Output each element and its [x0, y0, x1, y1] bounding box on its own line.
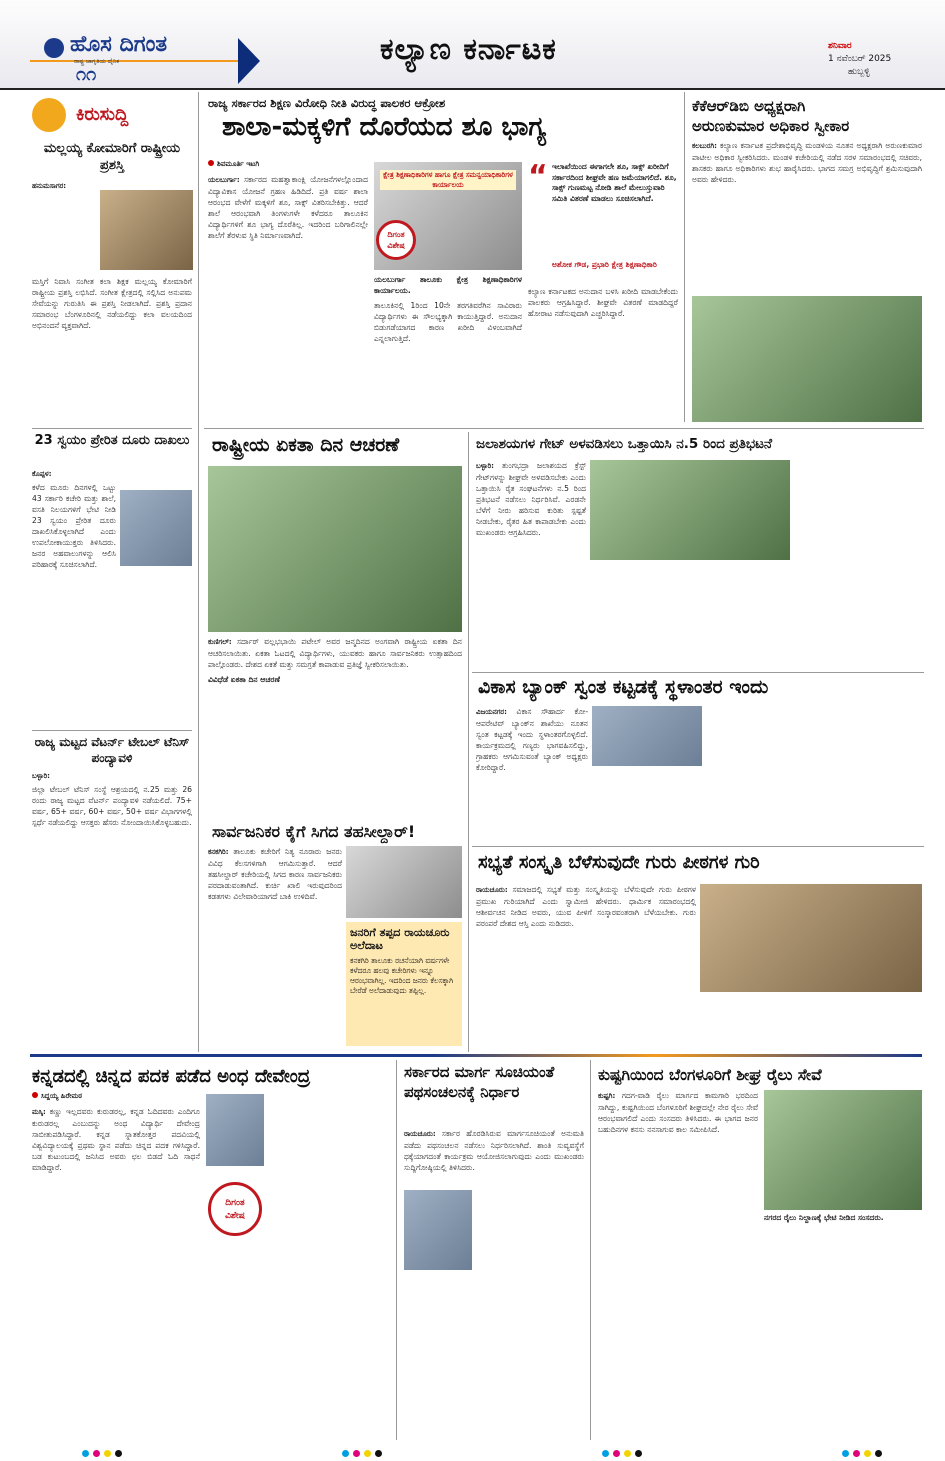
- route-dateline: ರಾಯಚೂರು:: [404, 1130, 436, 1138]
- lead-body: [208, 174, 368, 424]
- magenta-dot-icon: [853, 1450, 860, 1457]
- tahsildar-body: [208, 846, 342, 1046]
- route-body: [404, 1128, 584, 1436]
- quote-author: ಅಶೋಕ ಗೌಡ, ಪ್ರಭಾರಿ ಕ್ಷೇತ್ರ ಶಿಕ್ಷಣಾಧಿಕಾರಿ: [552, 260, 657, 269]
- bullet-icon: [208, 160, 214, 166]
- tahsildar-dateline: ಕನಕಗಿರಿ:: [208, 848, 229, 856]
- cyan-dot-icon: [842, 1450, 849, 1457]
- news-dateline: ಕೊಪ್ಪಳ:: [32, 470, 52, 478]
- dam-body: [476, 460, 586, 668]
- badge-line-2: ವಿಶೇಷ: [387, 241, 405, 250]
- masthead-chevron-icon: [238, 38, 260, 84]
- vikas-body-cont: [592, 770, 702, 840]
- badge-line-1: ದಿಗಂತ: [387, 230, 405, 239]
- news-dateline: ಬಳ್ಳಾರಿ:: [32, 772, 50, 780]
- tahsildar-body-text: ತಾಲೂಕು ಕಚೇರಿಗೆ ನಿತ್ಯ ನೂರಾರು ಜನರು ವಿವಿಧ ಕೆಲಸಗಳಿಗಾಗಿ ಆಗಮಿಸುತ್ತಾರೆ. ಆದರೆ ತಹಸೀಲ್ದಾರ್ ಕಚೇರಿಯಲ್ಲಿ ಸಿಗದ ಕಾರಣ ಸಾರ್ವಜನಿಕರು ಪರದಾಡುವಂತಾಗಿದೆ. ಕುರ್ಚಿ ಖಾಲಿ ಇರುವುದರಿಂದ ಕಡತಗಳು ವಿಲೇವಾರಿಯಾಗದೆ ಬಾಕಿ ಉಳಿದಿವೆ.: [208, 847, 342, 901]
- issue-city: ಹುಬ್ಬಳ್ಳಿ: [848, 67, 870, 77]
- news-headline: 23 ಸ್ವಯಂ ಪ್ರೇರಿತ ದೂರು ದಾಖಲು: [34, 433, 190, 448]
- news-body-text: ಮಸ್ತಿಗೆ ನಿವಾಸಿ ಸಂಗೀತ ಕಲಾ ಶಿಕ್ಷಕ ಮಲ್ಲಯ್ಯ ಕೋಮಾರಿಗೆ ರಾಷ್ಟ್ರೀಯ ಪ್ರಶಸ್ತಿ ಲಭಿಸಿದೆ. ಸಂಗೀತ ಕ್ಷೇತ್ರದಲ್ಲಿ ಸಲ್ಲಿಸಿದ ಅನುಪಮ ಸೇವೆಯನ್ನು ಗುರುತಿಸಿ ಈ ಪ್ರಶಸ್ತಿ ನೀಡಲಾಗಿದೆ. ಪ್ರಶಸ್ತಿ ಪ್ರದಾನ ಸಮಾರಂಭ ಬೆಂಗಳೂರಿನಲ್ಲಿ ನಡೆಯಲಿದ್ದು ಕಲಾ ವಲಯದಿಂದ ಅಭಿನಂದನೆ ವ್ಯಕ್ತವಾಗಿದೆ.: [32, 277, 192, 330]
- dam-side-column: [794, 460, 922, 668]
- tahsildar-box-title: ಜನರಿಗೆ ತಪ್ಪದ ರಾಯಚೂರು ಅಲೆದಾಟ: [350, 926, 450, 952]
- lead-kicker: ರಾಜ್ಯ ಸರ್ಕಾರದ ಶಿಕ್ಷಣ ವಿರೋಧಿ ನೀತಿ ವಿರುದ್ಧ ಪಾಲಕರ ಆಕ್ರೋಶ: [208, 96, 446, 110]
- logo-emblem-icon: [44, 38, 64, 58]
- unity-dateline: ಕುಣಿಗಲ್:: [208, 638, 232, 646]
- news-headline: ಮಲ್ಲಯ್ಯ ಕೋಮಾರಿಗೆ ರಾಷ್ಟ್ರೀಯ ಪ್ರಶಸ್ತಿ: [43, 141, 181, 173]
- kkrdb-body: [692, 140, 922, 290]
- unity-caption: ವಿವಿಧೆಡೆ ಏಕತಾ ದಿನ ಆಚರಣೆ: [208, 675, 280, 684]
- unity-photo: [208, 466, 462, 632]
- devendra-byline: [32, 1092, 82, 1101]
- route-headline: ಸರ್ಕಾರದ ಮಾರ್ಗ ಸೂಚಿಯಂತೆ ಪಥಸಂಚಲನಕ್ಕೆ ನಿರ್ಧಾರ: [404, 1063, 555, 1101]
- reporter-name: ಶಿವಮೂರ್ತಿ ಇಟಗಿ: [217, 160, 260, 168]
- yellow-dot-icon: [364, 1450, 371, 1457]
- issue-date: 1 ನವೆಂಬರ್ 2025: [828, 54, 892, 64]
- devendra-body-text: ಕಣ್ಣು ಇಲ್ಲದವರು ಕುರುಡರಲ್ಲ, ಕನ್ನಡ ಓದಿದವರು ಎಂದಿಗೂ ಕುರುಡರಲ್ಲ ಎಂಬುದನ್ನು ಅಂಧ ವಿದ್ಯಾರ್ಥಿ ದೇವೇಂದ್ರ ಸಾಬೀತುಪಡಿಸಿದ್ದಾರೆ. ಕನ್ನಡ ಸ್ನಾತಕೋತ್ತರ ಪದವಿಯಲ್ಲಿ ವಿಶ್ವವಿದ್ಯಾಲಯಕ್ಕೆ ಪ್ರಥಮ ಸ್ಥಾನ ಪಡೆದು ಚಿನ್ನದ ಪದಕ ಗಳಿಸಿದ್ದಾರೆ. ಬಡ ಕುಟುಂಬದಲ್ಲಿ ಜನಿಸಿದ ಅವರು ಛಲ ಬಿಡದೆ ಓದಿ ಸಾಧನೆ ಮಾಡಿದ್ದಾರೆ.: [32, 1107, 200, 1172]
- reporter-name: ಸಿದ್ದಯ್ಯ ಹಿರೇಮಠ: [41, 1092, 82, 1100]
- page-number: ೧೧: [76, 64, 97, 85]
- section-divider: [204, 428, 924, 429]
- train-body-text: ಗದಗ-ವಾಡಿ ರೈಲು ಮಾರ್ಗದ ಕಾಮಗಾರಿ ಭರದಿಂದ ಸಾಗಿದ್ದು, ಕುಷ್ಟಗಿಯಿಂದ ಬೆಂಗಳೂರಿಗೆ ಶೀಘ್ರದಲ್ಲೇ ನೇರ ರೈಲು ಸೇವೆ ಆರಂಭವಾಗಲಿದೆ ಎಂದು ಸಂಸದರು ತಿಳಿಸಿದರು. ಈ ಭಾಗದ ಜನರ ಬಹುದಿನಗಳ ಕನಸು ನನಸಾಗುವ ಕಾಲ ಸಮೀಪಿಸಿದೆ.: [598, 1091, 758, 1134]
- black-dot-icon: [875, 1450, 882, 1457]
- office-sign: ಕ್ಷೇತ್ರ ಶಿಕ್ಷಣಾಧಿಕಾರಿಗಳ ಹಾಗೂ ಕ್ಷೇತ್ರ ಸಮನ್ವಯಾಧಿಕಾರಿಗಳ ಕಾರ್ಯಾಲಯ: [380, 170, 516, 190]
- badge-line-2: ವಿಶೇಷ: [225, 1211, 245, 1221]
- devendra-body-cont: [206, 1244, 264, 1436]
- magenta-dot-icon: [353, 1450, 360, 1457]
- tahsildar-box-body: ಕನಕಗಿರಿ ತಾಲೂಕು ರಚನೆಯಾಗಿ ವರ್ಷಗಳೇ ಕಳೆದರೂ ಹಲವು ಕಚೇರಿಗಳು ಇನ್ನೂ ಆರಂಭವಾಗಿಲ್ಲ. ಇದರಿಂದ ಜನರು ಕೆಲಸಕ್ಕಾಗಿ ಬೇರೆಡೆ ಅಲೆದಾಡುವುದು ತಪ್ಪಿಲ್ಲ.: [350, 956, 454, 995]
- cyan-dot-icon: [342, 1450, 349, 1457]
- dam-body-cont: [590, 564, 790, 668]
- yellow-dot-icon: [624, 1450, 631, 1457]
- section-divider: [472, 672, 924, 673]
- devendra-dateline: ಮಸ್ಕಿ:: [32, 1108, 46, 1116]
- news-headline: ರಾಜ್ಯ ಮಟ್ಟದ ವೆಟರ್ನ್ ಟೇಬಲ್ ಟೆನಿಸ್ ಪಂದ್ಯಾವಳಿ: [34, 735, 190, 765]
- divider: [32, 428, 192, 429]
- lead-dateline: ಯಲಬುರ್ಗಾ:: [208, 176, 240, 184]
- cyan-dot-icon: [82, 1450, 89, 1457]
- kirusuddi-header: [32, 96, 192, 136]
- lead-headline: ಶಾಲಾ-ಮಕ್ಕಳಿಗೆ ದೊರೆಯದ ಶೂ ಭಾಗ್ಯ: [222, 112, 547, 142]
- page-title: ಕಲ್ಯಾಣ ಕರ್ನಾಟಕ: [380, 32, 557, 67]
- lead-body-text: ಕಲ್ಯಾಣ ಕರ್ನಾಟಕದ ಅನುದಾನ ಬಳಸಿ ಖರೀದಿ ಮಾಡಬೇಕೆಂದು ಪಾಲಕರು ಆಗ್ರಹಿಸಿದ್ದಾರೆ. ಶೀಘ್ರವೇ ವಿತರಣೆ ಮಾಡದಿದ್ದರೆ ಹೋರಾಟ ನಡೆಸುವುದಾಗಿ ಎಚ್ಚರಿಸಿದ್ದಾರೆ.: [528, 287, 678, 318]
- quote-mark-icon: “: [528, 159, 548, 194]
- black-dot-icon: [635, 1450, 642, 1457]
- news-body: [32, 180, 96, 270]
- logo: [34, 34, 234, 86]
- dam-headline: ಜಲಾಶಯಗಳ ಗೇಟ್ ಅಳವಡಿಸಲು ಒತ್ತಾಯಿಸಿ ನ.5 ರಿಂದ ಪ್ರತಿಭಟನೆ: [476, 436, 772, 452]
- vikas-side-column: [708, 706, 922, 840]
- tahsildar-box: [346, 922, 462, 1046]
- column-rule: [468, 432, 469, 1052]
- yellow-dot-icon: [864, 1450, 871, 1457]
- devendra-headline: ಕನ್ನಡದಲ್ಲಿ ಚಿನ್ನದ ಪದಕ ಪಡೆದ ಅಂಧ ದೇವೇಂದ್ರ: [32, 1066, 311, 1087]
- kkrdb-headline-line-2: ಅರುಣಕುಮಾರ ಅಧಿಕಾರ ಸ್ವೀಕಾರ: [692, 117, 850, 135]
- culture-body: [476, 884, 696, 1048]
- cyan-dot-icon: [602, 1450, 609, 1457]
- kkrdb-photo: [692, 296, 922, 422]
- kirusuddi-label: ಕಿರುಸುದ್ದಿ: [76, 104, 129, 125]
- news-dateline: ಹನುಮಸಾಗರ:: [32, 182, 67, 190]
- route-leader-photo: [404, 1190, 472, 1270]
- issue-day: ಶನಿವಾರ: [828, 41, 852, 51]
- culture-dateline: ರಾಯಚೂರು:: [476, 886, 508, 894]
- officer-photo: [120, 490, 192, 566]
- train-photo-caption: ನಗರದ ರೈಲು ನಿಲ್ದಾಣಕ್ಕೆ ಭೇಟಿ ನೀಡಿದ ಸಂಸದರು.: [764, 1213, 884, 1222]
- culture-body-text: ಸಮಾಜದಲ್ಲಿ ಸಭ್ಯತೆ ಮತ್ತು ಸಂಸ್ಕೃತಿಯನ್ನು ಬೆಳೆಸುವುದೇ ಗುರು ಪೀಠಗಳ ಪ್ರಮುಖ ಗುರಿಯಾಗಿದೆ ಎಂದು ಸ್ವಾಮೀಜಿ ಹೇಳಿದರು. ಧಾರ್ಮಿಕ ಸಮಾರಂಭದಲ್ಲಿ ಆಶೀರ್ವಚನ ನೀಡಿದ ಅವರು, ಯುವ ಪೀಳಿಗೆ ಸಂಸ್ಕಾರವಂತರಾಗಿ ಬೆಳೆಯಬೇಕು. ಗುರು ಪರಂಪರೆ ದೇಶದ ಆಸ್ತಿ ಎಂದು ನುಡಿದರು.: [476, 885, 696, 928]
- swamiji-photo: [700, 884, 922, 992]
- train-body-cont: [764, 1236, 922, 1436]
- magenta-dot-icon: [93, 1450, 100, 1457]
- section-divider: [472, 846, 924, 847]
- registration-marks: [80, 1442, 124, 1461]
- registration-marks: [840, 1442, 884, 1461]
- culture-side: [700, 996, 922, 1048]
- digantha-vishesha-badge: [376, 220, 416, 260]
- vikas-body-text: ವಿಕಾಸ ಸೌಹಾರ್ದ ಕೋ-ಆಪರೇಟಿವ್ ಬ್ಯಾಂಕ್‌ನ ಶಾಖೆಯು ನೂತನ ಸ್ವಂತ ಕಟ್ಟಡಕ್ಕೆ ಇಂದು ಸ್ಥಳಾಂತರಗೊಳ್ಳಲಿದೆ. ಕಾರ್ಯಕ್ರಮದಲ್ಲಿ ಗಣ್ಯರು ಭಾಗವಹಿಸಲಿದ್ದು, ಗ್ರಾಹಕರು ಆಗಮಿಸುವಂತೆ ಬ್ಯಾಂಕ್ ಅಧ್ಯಕ್ಷರು ಕೋರಿದ್ದಾರೆ.: [476, 707, 588, 772]
- yellow-dot-icon: [104, 1450, 111, 1457]
- dam-dateline: ಬಳ್ಳಾರಿ:: [476, 462, 494, 470]
- bullet-icon: [32, 1092, 38, 1098]
- digantha-vishesha-badge: [208, 1182, 262, 1236]
- empty-office-photo: [346, 846, 462, 918]
- dam-body-text: ತುಂಗಭದ್ರಾ ಜಲಾಶಯದ ಕ್ರೆಸ್ಟ್ ಗೇಟ್‌ಗಳನ್ನು ಶೀಘ್ರವೇ ಅಳವಡಿಸಬೇಕು ಎಂದು ಒತ್ತಾಯಿಸಿ ರೈತ ಸಂಘಟನೆಗಳು ನ.5 ರಿಂದ ಪ್ರತಿಭಟನೆ ನಡೆಸಲು ನಿರ್ಧರಿಸಿವೆ. ಎರಡನೇ ಬೆಳೆಗೆ ನೀರು ಹರಿಸುವ ಕುರಿತು ಸ್ಪಷ್ಟತೆ ನೀಡಬೇಕು, ರೈತರ ಹಿತ ಕಾಪಾಡಬೇಕು ಎಂದು ಮುಖಂಡರು ಆಗ್ರಹಿಸಿದರು.: [476, 461, 586, 537]
- magenta-dot-icon: [613, 1450, 620, 1457]
- hand-icon: [32, 98, 66, 132]
- news-body-text: ಕಳೆದ ಮೂರು ದಿನಗಳಲ್ಲಿ ಒಟ್ಟು 43 ಸರ್ಕಾರಿ ಕಚೇರಿ ಮತ್ತು ಶಾಲೆ, ವಸತಿ ನಿಲಯಗಳಿಗೆ ಭೇಟಿ ನೀಡಿ 23 ಸ್ವಯಂ ಪ್ರೇರಿತ ದೂರು ದಾಖಲಿಸಿಕೊಳ್ಳಲಾಗಿದೆ ಎಂದು ಉಪಲೋಕಾಯುಕ್ತರು ತಿಳಿಸಿದರು. ಜನರ ಅಹವಾಲುಗಳನ್ನು ಆಲಿಸಿ ಪರಿಹಾರಕ್ಕೆ ಸೂಚಿಸಲಾಗಿದೆ.: [32, 483, 116, 569]
- lead-body-text: ತಾಲೂಕಿನಲ್ಲಿ 1ರಿಂದ 10ನೇ ತರಗತಿವರೆಗಿನ ಸಾವಿರಾರು ವಿದ್ಯಾರ್ಥಿಗಳು ಈ ಸೌಲಭ್ಯಕ್ಕಾಗಿ ಕಾಯುತ್ತಿದ್ದಾರೆ. ಅನುದಾನ ಬಿಡುಗಡೆಯಾಗದ ಕಾರಣ ಖರೀದಿ ವಿಳಂಬವಾಗಿದೆ ಎನ್ನಲಾಗುತ್ತಿದೆ.: [374, 301, 522, 343]
- kkrdb-dateline: ಕಲಬುರಗಿ:: [692, 142, 717, 150]
- column-rule: [396, 1060, 397, 1440]
- unity-headline: ರಾಷ್ಟ್ರೀಯ ಏಕತಾ ದಿನ ಆಚರಣೆ: [212, 434, 400, 456]
- kkrdb-body-text: ಕಲ್ಯಾಣ ಕರ್ನಾಟಕ ಪ್ರದೇಶಾಭಿವೃದ್ಧಿ ಮಂಡಳಿಯ ನೂತನ ಅಧ್ಯಕ್ಷರಾಗಿ ಅರುಣಕುಮಾರ ಪಾಟೀಲ ಅಧಿಕಾರ ಸ್ವೀಕರಿಸಿದರು. ಮಂಡಳಿ ಕಚೇರಿಯಲ್ಲಿ ನಡೆದ ಸರಳ ಸಮಾರಂಭದಲ್ಲಿ ಸಚಿವರು, ಶಾಸಕರು ಹಾಗೂ ಅಧಿಕಾರಿಗಳು ಶುಭ ಹಾರೈಸಿದರು. ಭಾಗದ ಸಮಗ್ರ ಅಭಿವೃದ್ಧಿಗೆ ಶ್ರಮಿಸುವುದಾಗಿ ಅವರು ಹೇಳಿದರು.: [692, 141, 922, 184]
- train-photo: [764, 1090, 922, 1210]
- divider: [32, 730, 192, 731]
- paper-tagline: ರಾಷ್ಟ್ರ ಜಾಗೃತಿಯ ದೈನಿಕ: [74, 58, 120, 65]
- train-dateline: ಕುಷ್ಟಗಿ:: [598, 1092, 616, 1100]
- train-body: [598, 1090, 758, 1436]
- vikas-photo: [592, 706, 702, 766]
- culture-headline: ಸಭ್ಯತೆ ಸಂಸ್ಕೃತಿ ಬೆಳೆಸುವುದೇ ಗುರು ಪೀಠಗಳ ಗುರಿ: [478, 852, 760, 873]
- paper-name: ಹೊಸ ದಿಗಂತ: [70, 32, 168, 57]
- unity-body: [208, 636, 462, 812]
- lead-byline: [208, 160, 259, 169]
- lead-body-text: ಸರ್ಕಾರದ ಮಹತ್ವಾಕಾಂಕ್ಷಿ ಯೋಜನೆಗಳಲ್ಲೊಂದಾದ ವಿದ್ಯಾವಿಕಾಸ ಯೋಜನೆ ಗ್ರಹಣ ಹಿಡಿದಿದೆ. ಪ್ರತಿ ವರ್ಷ ಶಾಲಾ ಆರಂಭದ ವೇಳೆಗೆ ಮಕ್ಕಳಿಗೆ ಶೂ, ಸಾಕ್ಸ್ ವಿತರಿಸಬೇಕಿತ್ತು. ಆದರೆ ಶಾಲೆ ಆರಂಭವಾಗಿ ತಿಂಗಳುಗಳೇ ಕಳೆದರೂ ತಾಲೂಕಿನ ವಿದ್ಯಾರ್ಥಿಗಳಿಗೆ ಶೂ ಭಾಗ್ಯ ದೊರೆತಿಲ್ಲ. ಇದರಿಂದ ಬರಿಗಾಲಿನಲ್ಲೇ ಶಾಲೆಗೆ ತೆರಳುವ ಸ್ಥಿತಿ ನಿರ್ಮಾಣವಾಗಿದೆ.: [208, 175, 368, 240]
- devendra-side-column: [270, 1094, 390, 1436]
- kkrdb-headline-line-1: ಕೆಕೆಆರ್‌ಡಿಬಿ ಅಧ್ಯಕ್ಷರಾಗಿ: [692, 97, 806, 115]
- quote-box: [528, 159, 678, 282]
- registration-marks: [340, 1442, 384, 1461]
- column-rule: [590, 1060, 591, 1440]
- unity-body-text: ಸರ್ದಾರ್ ವಲ್ಲಭಭಾಯಿ ಪಟೇಲ್ ಅವರ ಜನ್ಮದಿನದ ಅಂಗವಾಗಿ ರಾಷ್ಟ್ರೀಯ ಏಕತಾ ದಿನ ಆಚರಿಸಲಾಯಿತು. ಏಕತಾ ಓಟದಲ್ಲಿ ವಿದ್ಯಾರ್ಥಿಗಳು, ಯುವಕರು ಹಾಗೂ ಸಾರ್ವಜನಿಕರು ಉತ್ಸಾಹದಿಂದ ಪಾಲ್ಗೊಂಡರು. ದೇಶದ ಏಕತೆ ಮತ್ತು ಸಮಗ್ರತೆ ಕಾಪಾಡುವ ಪ್ರತಿಜ್ಞೆ ಸ್ವೀಕರಿಸಲಾಯಿತು.: [208, 637, 462, 669]
- route-body-text: ಸರ್ಕಾರ ಹೊರಡಿಸಿರುವ ಮಾರ್ಗಸೂಚಿಯಂತೆ ಅನುಮತಿ ಪಡೆದು ಪಥಸಂಚಲನ ನಡೆಸಲು ನಿರ್ಧರಿಸಲಾಗಿದೆ. ಶಾಂತಿ ಸುವ್ಯವಸ್ಥೆಗೆ ಧಕ್ಕೆಯಾಗದಂತೆ ಕಾರ್ಯಕ್ರಮ ಆಯೋಜಿಸಲಾಗುವುದು ಎಂದು ಮುಖಂಡರು ಸುದ್ದಿಗೋಷ್ಠಿಯಲ್ಲಿ ತಿಳಿಸಿದರು.: [404, 1129, 584, 1172]
- dateline-box: [828, 40, 923, 79]
- black-dot-icon: [375, 1450, 382, 1457]
- bottom-accent-line: [30, 1054, 922, 1057]
- black-dot-icon: [115, 1450, 122, 1457]
- lead-photo-caption: ಯಲಬುರ್ಗಾ ತಾಲೂಕು ಕ್ಷೇತ್ರ ಶಿಕ್ಷಣಾಧಿಕಾರಿಗಳ ಕಾರ್ಯಾಲಯ.: [374, 275, 522, 295]
- devendra-body: [32, 1106, 200, 1436]
- badge-line-1: ದಿಗಂತ: [225, 1198, 245, 1208]
- news-body-text-cont: [32, 570, 192, 720]
- column-rule: [684, 92, 685, 422]
- news-body-text: ಜಿಲ್ಲಾ ಟೇಬಲ್ ಟೆನಿಸ್ ಸಂಸ್ಥೆ ಆಶ್ರಯದಲ್ಲಿ ನ.25 ಮತ್ತು 26 ರಂದು ರಾಜ್ಯ ಮಟ್ಟದ ವೆಟರ್ನ್ ಪಂದ್ಯಾವಳಿ ನಡೆಯಲಿದೆ. 75+ ವರ್ಷ, 65+ ವರ್ಷ, 60+ ವರ್ಷ, 50+ ವರ್ಷ ವಿಭಾಗಗಳಲ್ಲಿ ಸ್ಪರ್ಧೆ ನಡೆಯಲಿದ್ದು ಆಸಕ್ತರು ಹೆಸರು ನೋಂದಾಯಿಸಿಕೊಳ್ಳಬಹುದು.: [32, 785, 192, 827]
- column-rule: [198, 92, 199, 1052]
- vikas-body: [476, 706, 588, 840]
- vikas-headline: ವಿಕಾಸ ಬ್ಯಾಂಕ್ ಸ್ವಂತ ಕಟ್ಟಡಕ್ಕೆ ಸ್ಥಳಾಂತರ ಇಂದು: [478, 676, 769, 698]
- tahsildar-headline: ಸಾರ್ವಜನಿಕರ ಕೈಗೆ ಸಿಗದ ತಹಸೀಲ್ದಾರ್!: [212, 822, 416, 841]
- news-item: [32, 140, 192, 174]
- dam-photo: [590, 460, 790, 560]
- registration-marks: [600, 1442, 644, 1461]
- quote-text: ಇಲಾಖೆಯಿಂದ ಈಗಾಗಲೇ ಶೂ, ಸಾಕ್ಸ್ ಖರೀದಿಗೆ ಸರ್ಕಾರದಿಂದ ಶೀಘ್ರವೇ ಹಣ ಜಮೆಯಾಗಲಿದೆ. ಶೂ, ಸಾಕ್ಸ್ ಗುಣಮಟ್ಟ ನೋಡಿ ಶಾಲೆ ಮೇಲುಸ್ತುವಾರಿ ಸಮಿತಿ ವಿತರಣೆ ಮಾಡಲು ಸೂಚಿಸಲಾಗಿದೆ.: [552, 162, 677, 203]
- vikas-dateline: ವಿಜಯನಗರ:: [476, 708, 507, 716]
- kkrdb-headline: [692, 96, 922, 136]
- award-photo: [100, 190, 193, 270]
- train-headline: ಕುಷ್ಟಗಿಯಿಂದ ಬೆಂಗಳೂರಿಗೆ ಶೀಘ್ರ ರೈಲು ಸೇವೆ: [598, 1066, 822, 1084]
- devendra-photo: [206, 1094, 264, 1166]
